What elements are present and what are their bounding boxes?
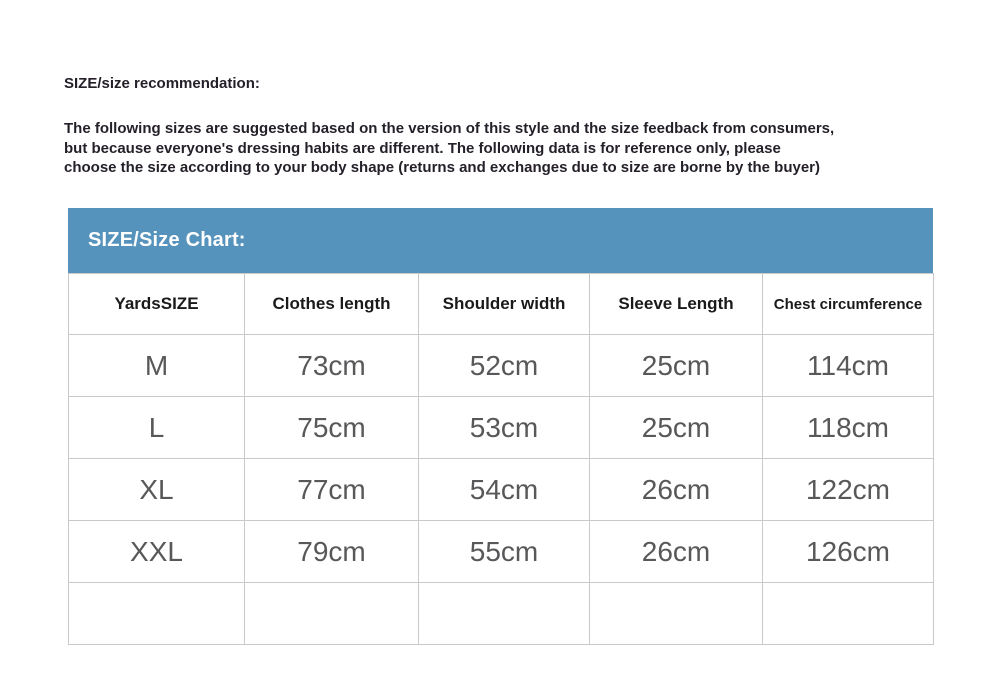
cell-size: XXL (69, 521, 245, 583)
cell-empty (69, 583, 245, 645)
table-row (69, 459, 934, 521)
cell-empty (590, 583, 763, 645)
column-header-sleeve-length: Sleeve Length (590, 274, 763, 335)
cell-shoulder-width: 54cm (419, 459, 590, 521)
paragraph-line-2: but because everyone's dressing habits are different. The following data is for reference only, please (64, 139, 781, 157)
cell-clothes-length: 73cm (245, 335, 419, 397)
page-title: SIZE/size recommendation: (64, 75, 260, 92)
column-header-size: YardsSIZE (69, 274, 245, 335)
table-row (69, 521, 934, 583)
cell-empty (419, 583, 590, 645)
paragraph-line-1: The following sizes are suggested based on the version of this style and the size feedback from consumers, (64, 120, 835, 137)
table-header-row (69, 274, 934, 335)
size-chart-title-bar (68, 208, 933, 273)
cell-clothes-length: 75cm (245, 397, 419, 459)
size-recommendation-paragraph (64, 119, 834, 178)
cell-clothes-length: 79cm (245, 521, 419, 583)
table-row-empty (69, 583, 934, 645)
table-row (69, 335, 934, 397)
size-chart (68, 208, 933, 645)
size-chart-title: SIZE/Size Chart: (88, 229, 246, 251)
cell-chest-circumference: 118cm (763, 397, 934, 459)
cell-chest-circumference: 126cm (763, 521, 934, 583)
column-header-shoulder-width: Shoulder width (419, 274, 590, 335)
cell-chest-circumference: 122cm (763, 459, 934, 521)
column-header-chest-circumference: Chest circumference (763, 274, 934, 335)
cell-size: L (69, 397, 245, 459)
cell-size: XL (69, 459, 245, 521)
cell-sleeve-length: 26cm (590, 521, 763, 583)
cell-shoulder-width: 55cm (419, 521, 590, 583)
table-row (69, 397, 934, 459)
cell-sleeve-length: 25cm (590, 335, 763, 397)
cell-chest-circumference: 114cm (763, 335, 934, 397)
cell-shoulder-width: 53cm (419, 397, 590, 459)
cell-shoulder-width: 52cm (419, 335, 590, 397)
cell-empty (763, 583, 934, 645)
column-header-clothes-length: Clothes length (245, 274, 419, 335)
cell-size: M (69, 335, 245, 397)
cell-clothes-length: 77cm (245, 459, 419, 521)
cell-empty (245, 583, 419, 645)
cell-sleeve-length: 25cm (590, 397, 763, 459)
cell-sleeve-length: 26cm (590, 459, 763, 521)
size-chart-table (68, 273, 934, 645)
paragraph-line-3: choose the size according to your body shape (returns and exchanges due to size are borne by the buyer) (64, 159, 821, 176)
